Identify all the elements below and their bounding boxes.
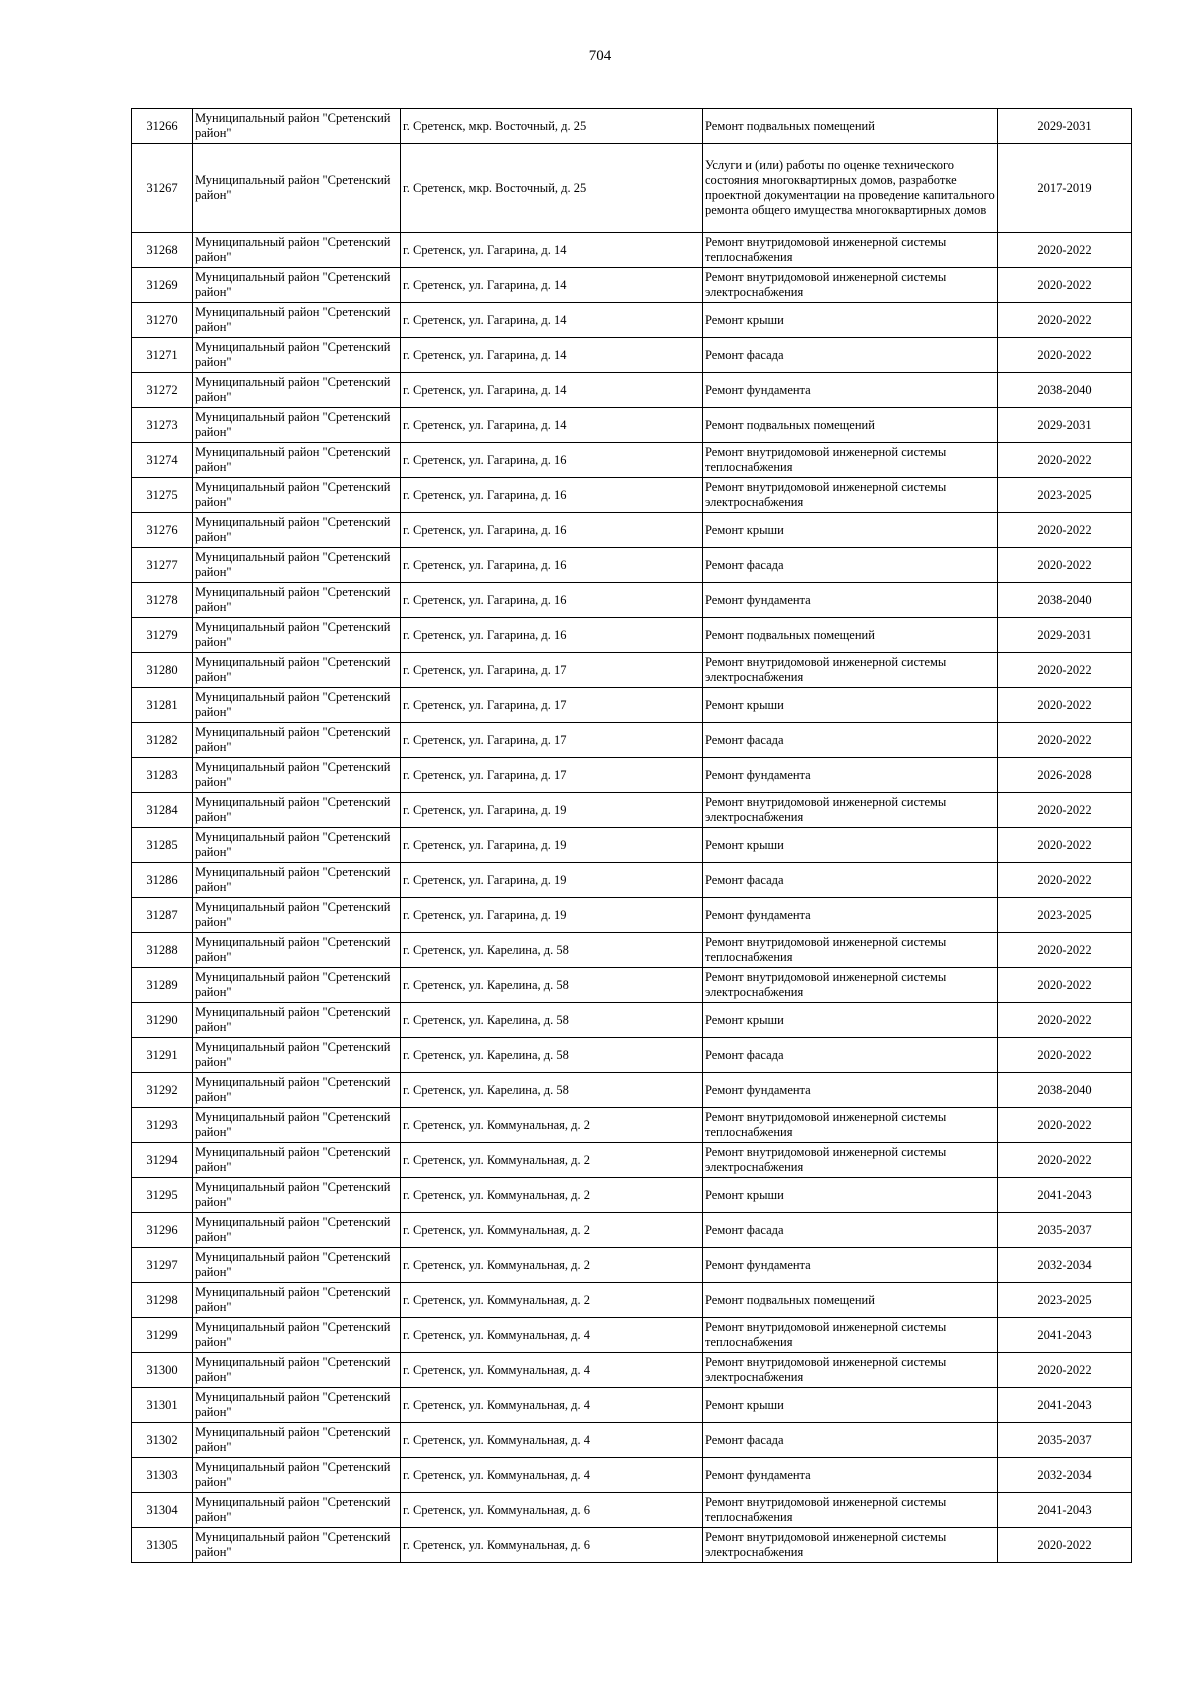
municipality-cell: Муниципальный район "Сретенский район": [193, 1108, 401, 1143]
table-row: [132, 1283, 1132, 1318]
row-number-cell: 31281: [132, 688, 193, 723]
row-number-cell: 31280: [132, 653, 193, 688]
row-number-cell: 31284: [132, 793, 193, 828]
address-cell: г. Сретенск, ул. Коммунальная, д. 2: [401, 1178, 703, 1213]
municipality-cell: Муниципальный район "Сретенский район": [193, 443, 401, 478]
municipality-cell: Муниципальный район "Сретенский район": [193, 1213, 401, 1248]
work-type-cell: Ремонт внутридомовой инженерной системы теплоснабжения: [703, 1108, 998, 1143]
address-cell: г. Сретенск, ул. Гагарина, д. 19: [401, 828, 703, 863]
municipality-cell: Муниципальный район "Сретенский район": [193, 1283, 401, 1318]
row-number-cell: 31277: [132, 548, 193, 583]
work-type-cell: Ремонт фундамента: [703, 1073, 998, 1108]
work-type-cell: Ремонт внутридомовой инженерной системы электроснабжения: [703, 1143, 998, 1178]
work-type-cell: Ремонт фасада: [703, 1423, 998, 1458]
work-type-cell: Ремонт внутридомовой инженерной системы теплоснабжения: [703, 443, 998, 478]
address-cell: г. Сретенск, мкр. Восточный, д. 25: [401, 144, 703, 233]
period-cell: 2020-2022: [998, 513, 1132, 548]
row-number-cell: 31294: [132, 1143, 193, 1178]
work-type-cell: Ремонт фасада: [703, 1213, 998, 1248]
municipality-cell: Муниципальный район "Сретенский район": [193, 758, 401, 793]
table-row: [132, 1003, 1132, 1038]
row-number-cell: 31297: [132, 1248, 193, 1283]
table-row: [132, 793, 1132, 828]
municipality-cell: Муниципальный район "Сретенский район": [193, 548, 401, 583]
table-row: [132, 898, 1132, 933]
address-cell: г. Сретенск, ул. Гагарина, д. 14: [401, 233, 703, 268]
address-cell: г. Сретенск, ул. Коммунальная, д. 2: [401, 1248, 703, 1283]
row-number-cell: 31273: [132, 408, 193, 443]
address-cell: г. Сретенск, ул. Карелина, д. 58: [401, 968, 703, 1003]
municipality-cell: Муниципальный район "Сретенский район": [193, 618, 401, 653]
period-cell: 2020-2022: [998, 653, 1132, 688]
address-cell: г. Сретенск, ул. Гагарина, д. 14: [401, 338, 703, 373]
row-number-cell: 31279: [132, 618, 193, 653]
work-type-cell: Ремонт внутридомовой инженерной системы электроснабжения: [703, 653, 998, 688]
row-number-cell: 31283: [132, 758, 193, 793]
address-cell: г. Сретенск, ул. Коммунальная, д. 4: [401, 1318, 703, 1353]
address-cell: г. Сретенск, ул. Гагарина, д. 17: [401, 688, 703, 723]
table-row: [132, 373, 1132, 408]
period-cell: 2020-2022: [998, 233, 1132, 268]
address-cell: г. Сретенск, ул. Гагарина, д. 17: [401, 653, 703, 688]
period-cell: 2026-2028: [998, 758, 1132, 793]
period-cell: 2041-2043: [998, 1493, 1132, 1528]
row-number-cell: 31304: [132, 1493, 193, 1528]
row-number-cell: 31295: [132, 1178, 193, 1213]
address-cell: г. Сретенск, ул. Гагарина, д. 14: [401, 373, 703, 408]
table-row: [132, 1038, 1132, 1073]
work-type-cell: Ремонт подвальных помещений: [703, 408, 998, 443]
period-cell: 2020-2022: [998, 1108, 1132, 1143]
table-row: [132, 758, 1132, 793]
address-cell: г. Сретенск, ул. Коммунальная, д. 4: [401, 1423, 703, 1458]
row-number-cell: 31287: [132, 898, 193, 933]
row-number-cell: 31269: [132, 268, 193, 303]
municipality-cell: Муниципальный район "Сретенский район": [193, 793, 401, 828]
row-number-cell: 31272: [132, 373, 193, 408]
row-number-cell: 31299: [132, 1318, 193, 1353]
address-cell: г. Сретенск, ул. Гагарина, д. 17: [401, 723, 703, 758]
table-row: [132, 933, 1132, 968]
table-row: [132, 443, 1132, 478]
municipality-cell: Муниципальный район "Сретенский район": [193, 1003, 401, 1038]
work-type-cell: Ремонт внутридомовой инженерной системы электроснабжения: [703, 793, 998, 828]
municipality-cell: Муниципальный район "Сретенский район": [193, 513, 401, 548]
address-cell: г. Сретенск, ул. Гагарина, д. 14: [401, 408, 703, 443]
work-type-cell: Ремонт внутридомовой инженерной системы электроснабжения: [703, 968, 998, 1003]
period-cell: 2020-2022: [998, 688, 1132, 723]
work-type-cell: Ремонт крыши: [703, 1178, 998, 1213]
work-type-cell: Ремонт фундамента: [703, 898, 998, 933]
table-row: [132, 1528, 1132, 1563]
row-number-cell: 31301: [132, 1388, 193, 1423]
period-cell: 2020-2022: [998, 268, 1132, 303]
table-row: [132, 408, 1132, 443]
table-row: [132, 303, 1132, 338]
table-row: [132, 1493, 1132, 1528]
address-cell: г. Сретенск, мкр. Восточный, д. 25: [401, 109, 703, 144]
municipality-cell: Муниципальный район "Сретенский район": [193, 863, 401, 898]
municipality-cell: Муниципальный район "Сретенский район": [193, 1493, 401, 1528]
work-type-cell: Ремонт внутридомовой инженерной системы теплоснабжения: [703, 933, 998, 968]
municipality-cell: Муниципальный район "Сретенский район": [193, 1458, 401, 1493]
address-cell: г. Сретенск, ул. Гагарина, д. 16: [401, 443, 703, 478]
work-type-cell: Ремонт фасада: [703, 863, 998, 898]
period-cell: 2020-2022: [998, 1143, 1132, 1178]
table-row: [132, 1143, 1132, 1178]
work-type-cell: Ремонт крыши: [703, 1003, 998, 1038]
table-row: [132, 1073, 1132, 1108]
address-cell: г. Сретенск, ул. Гагарина, д. 16: [401, 513, 703, 548]
address-cell: г. Сретенск, ул. Коммунальная, д. 4: [401, 1388, 703, 1423]
period-cell: 2020-2022: [998, 793, 1132, 828]
table-row: [132, 233, 1132, 268]
table-row: [132, 1353, 1132, 1388]
page-number: 704: [588, 48, 612, 64]
work-type-cell: Ремонт фундамента: [703, 373, 998, 408]
period-cell: 2017-2019: [998, 144, 1132, 233]
municipality-cell: Муниципальный район "Сретенский район": [193, 109, 401, 144]
row-number-cell: 31275: [132, 478, 193, 513]
table-row: [132, 1458, 1132, 1493]
address-cell: г. Сретенск, ул. Гагарина, д. 16: [401, 478, 703, 513]
registry-table: [131, 108, 1132, 1563]
municipality-cell: Муниципальный район "Сретенский район": [193, 1423, 401, 1458]
work-type-cell: Ремонт внутридомовой инженерной системы электроснабжения: [703, 268, 998, 303]
table-row: [132, 268, 1132, 303]
table-row: [132, 548, 1132, 583]
table-row: [132, 144, 1132, 233]
row-number-cell: 31282: [132, 723, 193, 758]
work-type-cell: Ремонт внутридомовой инженерной системы теплоснабжения: [703, 233, 998, 268]
period-cell: 2035-2037: [998, 1213, 1132, 1248]
address-cell: г. Сретенск, ул. Карелина, д. 58: [401, 1003, 703, 1038]
municipality-cell: Муниципальный район "Сретенский район": [193, 968, 401, 1003]
address-cell: г. Сретенск, ул. Гагарина, д. 16: [401, 583, 703, 618]
municipality-cell: Муниципальный район "Сретенский район": [193, 898, 401, 933]
table-row: [132, 618, 1132, 653]
work-type-cell: Ремонт фундамента: [703, 1248, 998, 1283]
address-cell: г. Сретенск, ул. Гагарина, д. 19: [401, 793, 703, 828]
table-row: [132, 1423, 1132, 1458]
period-cell: 2035-2037: [998, 1423, 1132, 1458]
municipality-cell: Муниципальный район "Сретенский район": [193, 338, 401, 373]
address-cell: г. Сретенск, ул. Коммунальная, д. 4: [401, 1458, 703, 1493]
municipality-cell: Муниципальный район "Сретенский район": [193, 688, 401, 723]
row-number-cell: 31289: [132, 968, 193, 1003]
row-number-cell: 31292: [132, 1073, 193, 1108]
address-cell: г. Сретенск, ул. Гагарина, д. 16: [401, 618, 703, 653]
period-cell: 2020-2022: [998, 968, 1132, 1003]
table-row: [132, 1213, 1132, 1248]
work-type-cell: Ремонт крыши: [703, 688, 998, 723]
table-row: [132, 1388, 1132, 1423]
work-type-cell: Ремонт внутридомовой инженерной системы электроснабжения: [703, 1353, 998, 1388]
address-cell: г. Сретенск, ул. Карелина, д. 58: [401, 933, 703, 968]
period-cell: 2032-2034: [998, 1458, 1132, 1493]
period-cell: 2020-2022: [998, 1038, 1132, 1073]
municipality-cell: Муниципальный район "Сретенский район": [193, 828, 401, 863]
period-cell: 2029-2031: [998, 408, 1132, 443]
work-type-cell: Ремонт фундамента: [703, 583, 998, 618]
municipality-cell: Муниципальный район "Сретенский район": [193, 233, 401, 268]
municipality-cell: Муниципальный район "Сретенский район": [193, 1528, 401, 1563]
table-row: [132, 1318, 1132, 1353]
table-row: [132, 723, 1132, 758]
municipality-cell: Муниципальный район "Сретенский район": [193, 933, 401, 968]
row-number-cell: 31305: [132, 1528, 193, 1563]
period-cell: 2029-2031: [998, 109, 1132, 144]
work-type-cell: Услуги и (или) работы по оценке технического состояния многоквартирных домов, разработке проектной документации на проведение капитального ремонта общего имущества многоквартирных домов: [703, 144, 998, 233]
address-cell: г. Сретенск, ул. Гагарина, д. 14: [401, 303, 703, 338]
work-type-cell: Ремонт внутридомовой инженерной системы электроснабжения: [703, 478, 998, 513]
municipality-cell: Муниципальный район "Сретенский район": [193, 723, 401, 758]
work-type-cell: Ремонт подвальных помещений: [703, 1283, 998, 1318]
work-type-cell: Ремонт фундамента: [703, 758, 998, 793]
work-type-cell: Ремонт крыши: [703, 828, 998, 863]
table-row: [132, 863, 1132, 898]
row-number-cell: 31278: [132, 583, 193, 618]
row-number-cell: 31293: [132, 1108, 193, 1143]
row-number-cell: 31274: [132, 443, 193, 478]
period-cell: 2020-2022: [998, 338, 1132, 373]
municipality-cell: Муниципальный район "Сретенский район": [193, 1318, 401, 1353]
address-cell: г. Сретенск, ул. Гагарина, д. 17: [401, 758, 703, 793]
table-row: [132, 1248, 1132, 1283]
period-cell: 2029-2031: [998, 618, 1132, 653]
period-cell: 2041-2043: [998, 1178, 1132, 1213]
period-cell: 2038-2040: [998, 583, 1132, 618]
row-number-cell: 31303: [132, 1458, 193, 1493]
period-cell: 2020-2022: [998, 443, 1132, 478]
address-cell: г. Сретенск, ул. Карелина, д. 58: [401, 1073, 703, 1108]
period-cell: 2020-2022: [998, 863, 1132, 898]
address-cell: г. Сретенск, ул. Коммунальная, д. 2: [401, 1143, 703, 1178]
municipality-cell: Муниципальный район "Сретенский район": [193, 1353, 401, 1388]
period-cell: 2038-2040: [998, 373, 1132, 408]
period-cell: 2020-2022: [998, 1528, 1132, 1563]
work-type-cell: Ремонт фасада: [703, 1038, 998, 1073]
municipality-cell: Муниципальный район "Сретенский район": [193, 583, 401, 618]
address-cell: г. Сретенск, ул. Гагарина, д. 19: [401, 863, 703, 898]
work-type-cell: Ремонт подвальных помещений: [703, 109, 998, 144]
municipality-cell: Муниципальный район "Сретенский район": [193, 303, 401, 338]
municipality-cell: Муниципальный район "Сретенский район": [193, 1143, 401, 1178]
table-row: [132, 653, 1132, 688]
work-type-cell: Ремонт крыши: [703, 303, 998, 338]
address-cell: г. Сретенск, ул. Коммунальная, д. 4: [401, 1353, 703, 1388]
row-number-cell: 31270: [132, 303, 193, 338]
row-number-cell: 31266: [132, 109, 193, 144]
row-number-cell: 31288: [132, 933, 193, 968]
table-row: [132, 968, 1132, 1003]
address-cell: г. Сретенск, ул. Коммунальная, д. 2: [401, 1283, 703, 1318]
work-type-cell: Ремонт фасада: [703, 548, 998, 583]
address-cell: г. Сретенск, ул. Гагарина, д. 19: [401, 898, 703, 933]
municipality-cell: Муниципальный район "Сретенский район": [193, 1248, 401, 1283]
work-type-cell: Ремонт внутридомовой инженерной системы электроснабжения: [703, 1528, 998, 1563]
address-cell: г. Сретенск, ул. Гагарина, д. 16: [401, 548, 703, 583]
municipality-cell: Муниципальный район "Сретенский район": [193, 653, 401, 688]
row-number-cell: 31271: [132, 338, 193, 373]
municipality-cell: Муниципальный район "Сретенский район": [193, 1038, 401, 1073]
row-number-cell: 31298: [132, 1283, 193, 1318]
work-type-cell: Ремонт крыши: [703, 513, 998, 548]
table-row: [132, 478, 1132, 513]
row-number-cell: 31300: [132, 1353, 193, 1388]
period-cell: 2020-2022: [998, 933, 1132, 968]
row-number-cell: 31286: [132, 863, 193, 898]
period-cell: 2020-2022: [998, 828, 1132, 863]
row-number-cell: 31296: [132, 1213, 193, 1248]
period-cell: 2023-2025: [998, 1283, 1132, 1318]
table-row: [132, 1178, 1132, 1213]
work-type-cell: Ремонт фасада: [703, 338, 998, 373]
table-row: [132, 338, 1132, 373]
table-row: [132, 583, 1132, 618]
address-cell: г. Сретенск, ул. Коммунальная, д. 2: [401, 1213, 703, 1248]
municipality-cell: Муниципальный район "Сретенский район": [193, 1073, 401, 1108]
municipality-cell: Муниципальный район "Сретенский район": [193, 144, 401, 233]
row-number-cell: 31291: [132, 1038, 193, 1073]
row-number-cell: 31285: [132, 828, 193, 863]
municipality-cell: Муниципальный район "Сретенский район": [193, 408, 401, 443]
row-number-cell: 31267: [132, 144, 193, 233]
registry-table-body: [132, 109, 1132, 1563]
work-type-cell: Ремонт внутридомовой инженерной системы теплоснабжения: [703, 1318, 998, 1353]
table-row: [132, 513, 1132, 548]
work-type-cell: Ремонт фундамента: [703, 1458, 998, 1493]
address-cell: г. Сретенск, ул. Коммунальная, д. 6: [401, 1493, 703, 1528]
table-row: [132, 828, 1132, 863]
row-number-cell: 31276: [132, 513, 193, 548]
work-type-cell: Ремонт внутридомовой инженерной системы теплоснабжения: [703, 1493, 998, 1528]
period-cell: 2020-2022: [998, 1003, 1132, 1038]
period-cell: 2023-2025: [998, 478, 1132, 513]
municipality-cell: Муниципальный район "Сретенский район": [193, 1178, 401, 1213]
period-cell: 2038-2040: [998, 1073, 1132, 1108]
table-row: [132, 1108, 1132, 1143]
work-type-cell: Ремонт подвальных помещений: [703, 618, 998, 653]
municipality-cell: Муниципальный район "Сретенский район": [193, 478, 401, 513]
work-type-cell: Ремонт фасада: [703, 723, 998, 758]
period-cell: 2041-2043: [998, 1388, 1132, 1423]
table-row: [132, 109, 1132, 144]
work-type-cell: Ремонт крыши: [703, 1388, 998, 1423]
table-row: [132, 688, 1132, 723]
row-number-cell: 31290: [132, 1003, 193, 1038]
address-cell: г. Сретенск, ул. Гагарина, д. 14: [401, 268, 703, 303]
municipality-cell: Муниципальный район "Сретенский район": [193, 1388, 401, 1423]
municipality-cell: Муниципальный район "Сретенский район": [193, 373, 401, 408]
period-cell: 2020-2022: [998, 548, 1132, 583]
period-cell: 2020-2022: [998, 723, 1132, 758]
municipality-cell: Муниципальный район "Сретенский район": [193, 268, 401, 303]
address-cell: г. Сретенск, ул. Карелина, д. 58: [401, 1038, 703, 1073]
period-cell: 2020-2022: [998, 303, 1132, 338]
period-cell: 2041-2043: [998, 1318, 1132, 1353]
address-cell: г. Сретенск, ул. Коммунальная, д. 2: [401, 1108, 703, 1143]
address-cell: г. Сретенск, ул. Коммунальная, д. 6: [401, 1528, 703, 1563]
row-number-cell: 31302: [132, 1423, 193, 1458]
period-cell: 2023-2025: [998, 898, 1132, 933]
row-number-cell: 31268: [132, 233, 193, 268]
period-cell: 2032-2034: [998, 1248, 1132, 1283]
period-cell: 2020-2022: [998, 1353, 1132, 1388]
